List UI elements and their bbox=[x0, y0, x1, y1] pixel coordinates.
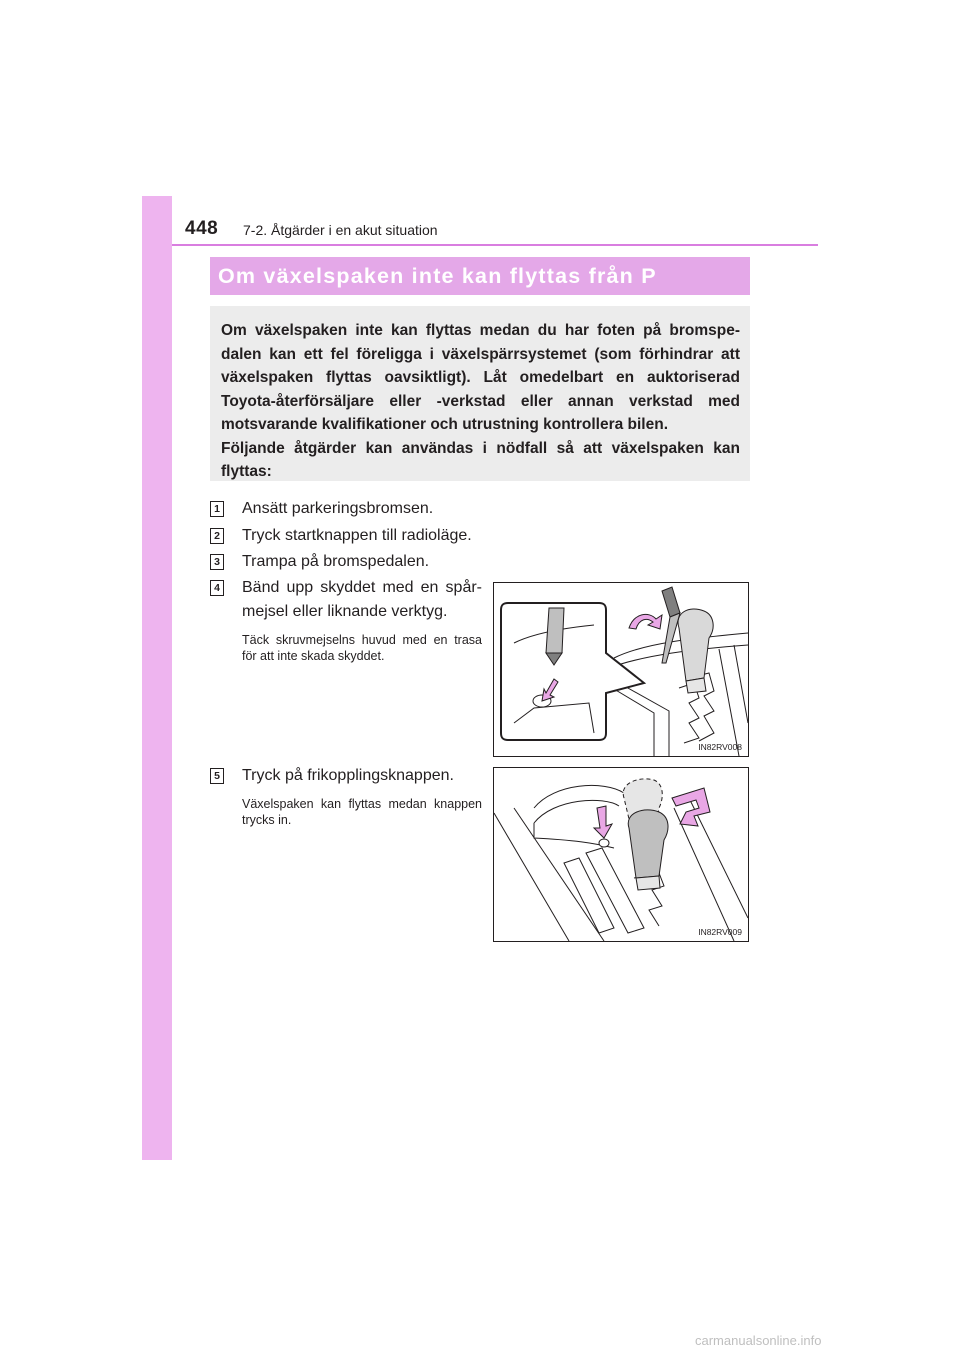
screwdriver-icon bbox=[662, 587, 680, 663]
section-title: Om växelspaken inte kan flyttas från P bbox=[210, 257, 750, 295]
page-number: 448 bbox=[185, 218, 219, 239]
step-2 bbox=[210, 524, 472, 548]
step-5 bbox=[210, 764, 482, 828]
header-divider bbox=[172, 244, 818, 246]
step-number: 1 bbox=[210, 501, 224, 517]
shift-lever-icon bbox=[678, 609, 713, 693]
step-text: Bänd upp skyddet med en spår- mejsel eller liknande verktyg. bbox=[242, 579, 482, 620]
step-note: Växelspaken kan flyttas medan knappen trycks in. bbox=[242, 797, 482, 827]
release-cover-icon bbox=[629, 614, 662, 629]
intro-box bbox=[210, 306, 750, 481]
step-number: 2 bbox=[210, 528, 224, 544]
chapter-sidebar-tab bbox=[142, 196, 172, 1160]
step-4 bbox=[210, 576, 482, 664]
figure-code: IN82RV009 bbox=[698, 927, 742, 937]
console-illustration bbox=[494, 768, 748, 941]
step-note: Täck skruvmejselns huvud med en trasa för att inte skada skyddet. bbox=[242, 633, 482, 663]
watermark: carmanualsonline.info bbox=[695, 1333, 822, 1348]
console-illustration bbox=[494, 583, 748, 756]
intro-paragraph: Om växelspaken inte kan flyttas medan du har foten på bromspe- dalen kan ett fel föreligga i växelspärrsystemet (som förhindrar att växelspaken flyttas oavsiktligt). Låt omedelbart en auktoriserad Toyota-återförsäljare eller -verkstad eller annan verkstad med motsvarande kvalifikationer och utrustning kontrollera bilen. bbox=[221, 322, 740, 433]
magnified-inset bbox=[501, 603, 644, 740]
intro-paragraph: Följande åtgärder kan användas i nödfall så att växelspaken kan flyttas: bbox=[221, 439, 740, 480]
step-text: Tryck startknappen till radioläge. bbox=[242, 527, 472, 544]
section-header: 7-2. Åtgärder i en akut situation bbox=[243, 222, 438, 238]
step-text: Trampa på bromspedalen. bbox=[242, 553, 430, 570]
release-button-arrow-icon bbox=[594, 806, 612, 847]
figure-release-button bbox=[493, 767, 749, 942]
step-number: 3 bbox=[210, 554, 224, 570]
step-number: 4 bbox=[210, 580, 224, 596]
step-3 bbox=[210, 550, 429, 574]
figure-pry-cover bbox=[493, 582, 749, 757]
step-number: 5 bbox=[210, 768, 224, 784]
step-text: Tryck på frikopplingsknappen. bbox=[242, 767, 454, 784]
step-text: Ansätt parkeringsbromsen. bbox=[242, 500, 434, 517]
move-direction-arrow-icon bbox=[672, 788, 710, 826]
figure-code: IN82RV008 bbox=[698, 742, 742, 752]
step-1 bbox=[210, 497, 433, 521]
